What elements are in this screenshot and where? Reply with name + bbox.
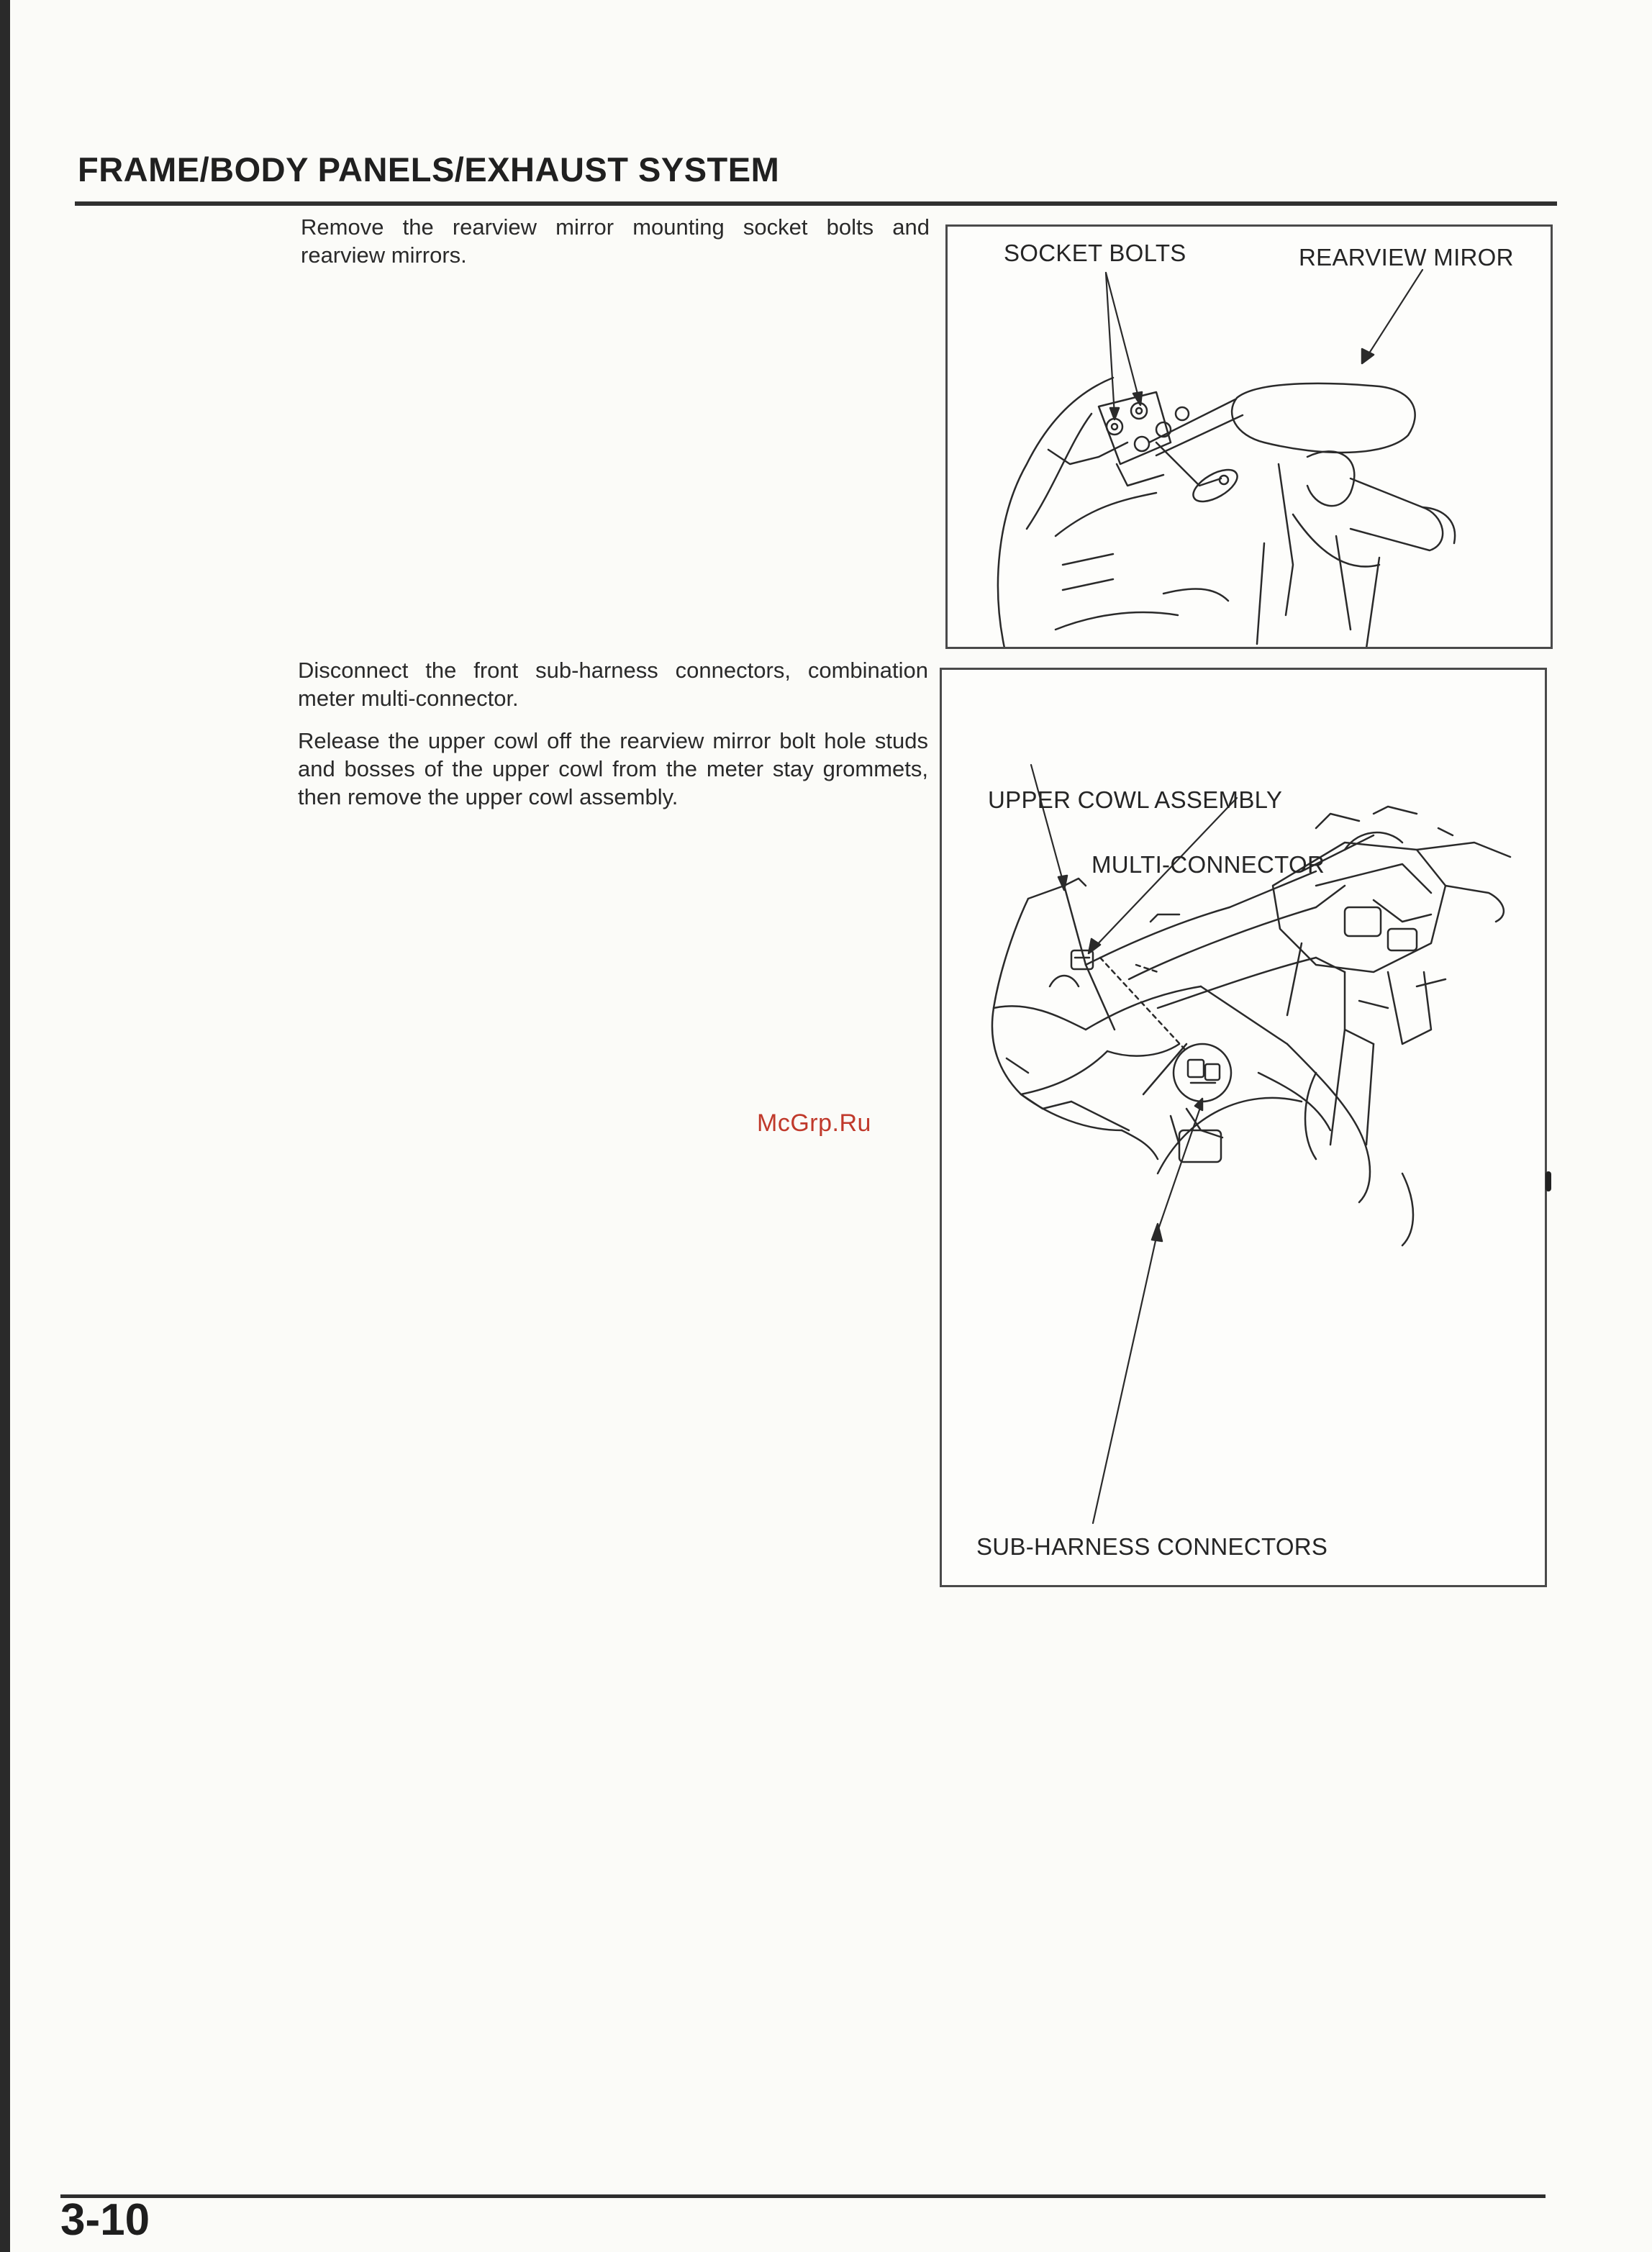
step-remove-mirrors: Remove the rearview mirror mounting socket bolts and rearview mirrors. bbox=[301, 214, 930, 268]
figure-rearview-mirror bbox=[945, 224, 1553, 649]
footer-rule bbox=[60, 2194, 1546, 2198]
margin-mark bbox=[1546, 1171, 1551, 1191]
section-title: FRAME/BODY PANELS/EXHAUST SYSTEM bbox=[78, 150, 780, 189]
label-multi-connector: MULTI-CONNECTOR bbox=[1092, 851, 1325, 878]
step-release-upper-cowl: Release the upper cowl off the rearview mirror bolt hole studs and bosses of the upper cowl from the meter stay grommets, then remove the upper cowl assembly. bbox=[298, 728, 928, 809]
watermark: McGrp.Ru bbox=[757, 1109, 871, 1137]
title-rule bbox=[75, 201, 1557, 206]
label-sub-harness-connectors: SUB-HARNESS CONNECTORS bbox=[976, 1533, 1328, 1560]
label-rearview-mirror: REARVIEW MIROR bbox=[1299, 244, 1514, 271]
page-binding-edge bbox=[0, 0, 10, 2252]
rearview-mirror-illustration bbox=[948, 227, 1551, 647]
figure-upper-cowl bbox=[940, 668, 1547, 1587]
page-number: 3-10 bbox=[60, 2195, 150, 2245]
label-socket-bolts: SOCKET BOLTS bbox=[1004, 240, 1186, 266]
step-disconnect-connectors: Disconnect the front sub-harness connectors, combination meter multi-connector. bbox=[298, 658, 928, 711]
label-upper-cowl-assembly: UPPER COWL ASSEMBLY bbox=[988, 786, 1283, 813]
